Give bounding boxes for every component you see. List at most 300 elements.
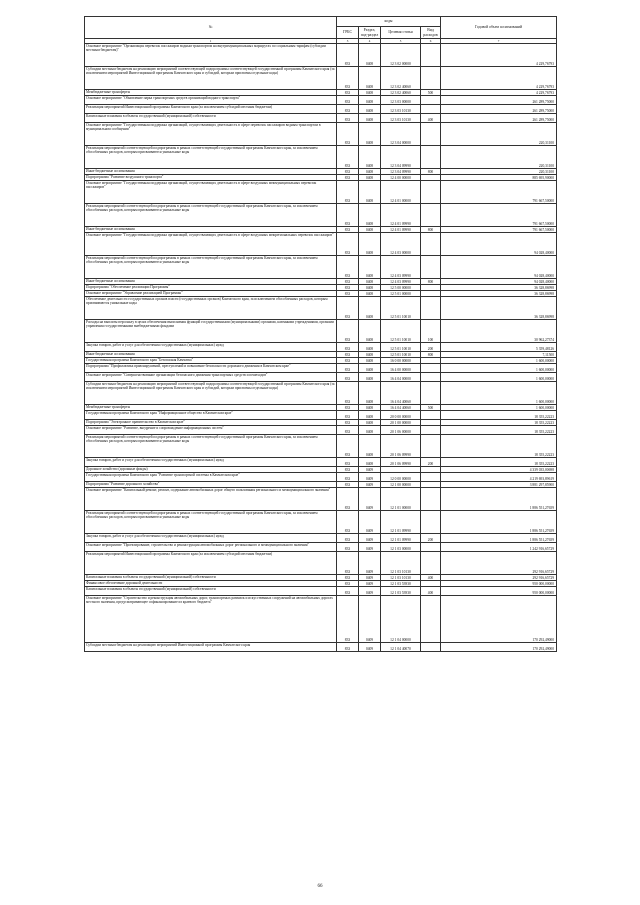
row-target-article: 12 3 03 10130 — [381, 114, 421, 123]
row-expense-type — [421, 382, 441, 405]
table-row — [85, 511, 557, 534]
row-expense-type — [421, 233, 441, 256]
row-razdel: 0408 — [359, 435, 381, 458]
row-amount: 94 028,40000 — [441, 256, 557, 279]
table-row — [85, 67, 557, 90]
row-target-article: 12 3 02 00000 — [381, 44, 421, 67]
row-description: Субсидии местным бюджетам на реализацию мероприятий соответствующей подпрограммы соответствующей государственной программы Камчатского края (за исключением мероприятий Инвестиционной программы Камчатского края и субсидий, которым присвоены отдельные коды) — [85, 67, 337, 90]
row-razdel: 0408 — [359, 123, 381, 146]
row-target-article: 20 1 06 00000 — [381, 426, 421, 435]
row-expense-type — [421, 426, 441, 435]
row-amount: 791 667,50000 — [441, 204, 557, 227]
row-razdel: 0409 — [359, 587, 381, 596]
row-grbs: 833 — [337, 543, 359, 552]
row-expense-type: 800 — [421, 227, 441, 233]
row-target-article: 12 5 01 10010 — [381, 297, 421, 320]
row-amount: 292 916,65729 — [441, 552, 557, 575]
row-expense-type — [421, 364, 441, 373]
row-razdel: 0408 — [359, 204, 381, 227]
row-razdel: 0408 — [359, 405, 381, 411]
row-description: Основное мероприятие "Проектирование, строительство и реконструкция автомобильных дорог регионального и межмуниципального значения" — [85, 543, 337, 552]
row-expense-type — [421, 204, 441, 227]
row-target-article: 12 1 04 40070 — [381, 643, 421, 652]
header-grbs: ГРБС — [337, 27, 359, 39]
row-razdel: 0409 — [359, 543, 381, 552]
row-razdel: 0409 — [359, 473, 381, 482]
row-grbs: 833 — [337, 67, 359, 90]
row-amount: 94 028,40000 — [441, 233, 557, 256]
row-description: Основное мероприятие "Капитальный ремонт, ремонт, содержание автомобильных дорог общего пользования регионального и межмуниципального значения" — [85, 488, 337, 511]
row-expense-type — [421, 256, 441, 279]
row-description: Закупка товаров, работ и услуг для обеспечения государственных (муниципальных) нужд — [85, 534, 337, 543]
row-description: Подпрограмма "Профилактика правонарушений, преступлений и повышение безопасности дорожного движения в Камчатском крае" — [85, 364, 337, 373]
row-grbs: 833 — [337, 169, 359, 175]
row-grbs: 833 — [337, 373, 359, 382]
table-row — [85, 426, 557, 435]
row-target-article: 12 5 00 00000 — [381, 285, 421, 291]
row-description: Реализация мероприятий соответствующей подпрограммы в рамках соответствующей государственной программы Камчатского края, за исключением обособленных расходов, которым присваиваются уникальные коды — [85, 204, 337, 227]
row-amount: 4 339 035,00698 — [441, 467, 557, 473]
row-target-article: 12 4 03 00000 — [381, 233, 421, 256]
table-row — [85, 643, 557, 652]
row-description: Капитальные вложения в объекты государственной (муниципальной) собственности — [85, 114, 337, 123]
row-target-article: 12 5 01 10010 — [381, 320, 421, 343]
row-amount: 4 229,76793 — [441, 90, 557, 96]
row-expense-type: 500 — [421, 405, 441, 411]
row-amount: 885 695,90000 — [441, 175, 557, 181]
row-razdel: 0408 — [359, 285, 381, 291]
index-cell: 4 — [359, 39, 381, 44]
row-amount: 220,31100 — [441, 146, 557, 169]
row-expense-type: 400 — [421, 587, 441, 596]
table-row — [85, 458, 557, 467]
row-target-article: 16 4 04 40060 — [381, 382, 421, 405]
row-amount: 791 667,50000 — [441, 181, 557, 204]
table-row — [85, 297, 557, 320]
row-grbs: 833 — [337, 96, 359, 105]
row-grbs: 833 — [337, 233, 359, 256]
row-description: Реализация мероприятий соответствующей подпрограммы в рамках соответствующей государственной программы Камчатского края, за исключением обособленных расходов, которым присваиваются уникальные коды — [85, 511, 337, 534]
row-razdel: 0408 — [359, 279, 381, 285]
row-razdel: 0408 — [359, 373, 381, 382]
row-description: Обеспечение деятельности государственных органов власти (государственных органов) Камчатского края, за исключением обособленных расходов, которым присваиваются уникальные коды — [85, 297, 337, 320]
row-razdel: 0408 — [359, 105, 381, 114]
row-expense-type: 500 — [421, 90, 441, 96]
row-description: Государственная программа Камчатского края "Информационное общество в Камчатском крае" — [85, 411, 337, 420]
row-grbs: 833 — [337, 405, 359, 411]
row-description: Межбюджетные трансферты — [85, 90, 337, 96]
row-amount: 1 886 551,27659 — [441, 511, 557, 534]
row-razdel: 0408 — [359, 358, 381, 364]
row-razdel: 0408 — [359, 256, 381, 279]
row-grbs: 833 — [337, 473, 359, 482]
row-expense-type — [421, 44, 441, 67]
table-row — [85, 123, 557, 146]
row-expense-type — [421, 105, 441, 114]
table-row — [85, 181, 557, 204]
row-grbs: 833 — [337, 114, 359, 123]
row-target-article: 12 3 03 00000 — [381, 96, 421, 105]
row-expense-type — [421, 96, 441, 105]
row-amount: 791 667,50000 — [441, 227, 557, 233]
row-grbs: 833 — [337, 552, 359, 575]
row-razdel: 0408 — [359, 67, 381, 90]
row-expense-type: 200 — [421, 534, 441, 543]
row-razdel: 0408 — [359, 175, 381, 181]
row-razdel: 0409 — [359, 581, 381, 587]
row-amount: 94 028,40000 — [441, 279, 557, 285]
row-razdel: 0408 — [359, 352, 381, 358]
row-amount: 1 600,00000 — [441, 364, 557, 373]
row-amount: 18 355,22223 — [441, 426, 557, 435]
row-razdel: 0408 — [359, 169, 381, 175]
row-razdel: 0408 — [359, 364, 381, 373]
row-target-article: 12 0 00 00000 — [381, 473, 421, 482]
row-amount: 18 355,22223 — [441, 435, 557, 458]
row-amount: 3 881 297,85900 — [441, 482, 557, 488]
row-expense-type: 800 — [421, 279, 441, 285]
page-number: 66 — [317, 884, 323, 889]
budget-table-sheet — [84, 16, 556, 652]
row-grbs: 833 — [337, 44, 359, 67]
header-cs: Целевая статья — [381, 27, 421, 39]
table-row — [85, 256, 557, 279]
row-razdel: 0408 — [359, 426, 381, 435]
row-grbs: 833 — [337, 587, 359, 596]
row-amount: 18 355,22223 — [441, 420, 557, 426]
row-amount: 4 229,76793 — [441, 44, 557, 67]
row-description: Дорожное хозяйство (дорожные фонды) — [85, 467, 337, 473]
row-expense-type — [421, 67, 441, 90]
header-razdel: Раздел, под-раздел — [359, 27, 381, 39]
row-amount: 1 600,00000 — [441, 405, 557, 411]
row-expense-type — [421, 643, 441, 652]
table-row — [85, 543, 557, 552]
row-grbs: 833 — [337, 596, 359, 643]
table-row — [85, 411, 557, 420]
row-target-article: 12 3 04 09990 — [381, 146, 421, 169]
row-target-article: 12 4 03 09990 — [381, 279, 421, 285]
row-grbs: 833 — [337, 426, 359, 435]
row-target-article: 12 1 03 10130 — [381, 552, 421, 575]
row-razdel: 0408 — [359, 320, 381, 343]
table-row — [85, 473, 557, 482]
row-amount: 18 355,22223 — [441, 458, 557, 467]
row-grbs: 833 — [337, 482, 359, 488]
index-cell: 7 — [441, 39, 557, 44]
row-amount: 1 600,00000 — [441, 358, 557, 364]
row-target-article: 12 1 00 00000 — [381, 482, 421, 488]
row-grbs: 833 — [337, 105, 359, 114]
row-grbs: 833 — [337, 358, 359, 364]
header-codes: коды — [337, 17, 441, 27]
row-description: Реализация мероприятий Инвестиционной программы Камчатского края (за исключением субсидий местным бюджетам) — [85, 552, 337, 575]
row-expense-type — [421, 473, 441, 482]
row-grbs: 833 — [337, 534, 359, 543]
row-target-article: 12 1 03 00000 — [381, 543, 421, 552]
row-target-article: 12 1 03 53930 — [381, 587, 421, 596]
row-description: Реализация мероприятий соответствующей подпрограммы в рамках соответствующей государственной программы Камчатского края, за исключением обособленных расходов, которым присваиваются уникальные коды — [85, 256, 337, 279]
row-target-article: 12 5 01 00000 — [381, 291, 421, 297]
row-grbs: 833 — [337, 458, 359, 467]
row-description: Иные бюджетные ассигнования — [85, 227, 337, 233]
row-target-article: 12 3 04 09990 — [381, 169, 421, 175]
table-row — [85, 587, 557, 596]
row-amount: 220,31100 — [441, 123, 557, 146]
row-description: Подпрограмма "Развитие дорожного хозяйства" — [85, 482, 337, 488]
row-description: Реализация мероприятий Инвестиционной программы Камчатского края (за исключением субсидий местным бюджетам) — [85, 105, 337, 114]
row-expense-type — [421, 511, 441, 534]
row-razdel: 0408 — [359, 297, 381, 320]
row-description: Государственная программа Камчатского края "Безопасная Камчатка" — [85, 358, 337, 364]
row-target-article: 16 0 00 00000 — [381, 358, 421, 364]
row-description: Субсидии местным бюджетам на реализацию мероприятий соответствующей подпрограммы соответствующей государственной программы Камчатского края (за исключением мероприятий Инвестиционной программы Камчатского края и субсидий, которым присвоены отдельные коды) — [85, 382, 337, 405]
row-grbs: 833 — [337, 285, 359, 291]
row-amount: 4 229,76793 — [441, 67, 557, 90]
row-description: Государственная программа Камчатского края "Развитие транспортной системы в Камчатском крае" — [85, 473, 337, 482]
row-razdel: 0409 — [359, 511, 381, 534]
row-description: Основное мероприятие "Государственная поддержка организаций, осуществляющих деятельность в сфере воздушных межмуниципальных перевозок пассажиров" — [85, 181, 337, 204]
row-amount: 1 600,00000 — [441, 373, 557, 382]
header-amount: Годовой объем ассигнований — [441, 17, 557, 39]
row-expense-type — [421, 543, 441, 552]
row-description: Реализация мероприятий соответствующей подпрограммы в рамках соответствующей государственной программы Камчатского края, за исключением обособленных расходов, которым присваиваются уникальные коды — [85, 146, 337, 169]
row-amount: 18 355,22223 — [441, 411, 557, 420]
row-razdel: 0409 — [359, 534, 381, 543]
row-description: Основное мероприятие "Обновление парка транспортных средств организаций водного транспорта" — [85, 96, 337, 105]
row-target-article: 12 1 04 00000 — [381, 596, 421, 643]
row-expense-type — [421, 596, 441, 643]
row-grbs: 833 — [337, 146, 359, 169]
row-amount: 36 328,86998 — [441, 291, 557, 297]
row-grbs: 833 — [337, 227, 359, 233]
row-description: Основное мероприятие "Государственная поддержка организаций, осуществляющих деятельность в сфере перевозок пассажиров водным транспортом в муниципальном сообщении" — [85, 123, 337, 146]
row-razdel: 0409 — [359, 552, 381, 575]
row-amount: 36 328,86998 — [441, 285, 557, 291]
row-amount: 1 600,00000 — [441, 382, 557, 405]
row-grbs: 833 — [337, 581, 359, 587]
index-cell: 1 — [85, 39, 337, 44]
row-target-article: 20 1 00 00000 — [381, 420, 421, 426]
row-razdel: 0409 — [359, 467, 381, 473]
row-razdel: 0408 — [359, 343, 381, 352]
row-amount: 220,31100 — [441, 169, 557, 175]
row-expense-type: 200 — [421, 343, 441, 352]
row-razdel: 0408 — [359, 411, 381, 420]
row-target-article: 12 1 03 10130 — [381, 575, 421, 581]
row-grbs: 833 — [337, 297, 359, 320]
row-amount: 36 328,86998 — [441, 297, 557, 320]
row-amount: 30 962,27374 — [441, 320, 557, 343]
row-grbs: 833 — [337, 279, 359, 285]
row-razdel: 0409 — [359, 575, 381, 581]
row-razdel: 0408 — [359, 44, 381, 67]
row-grbs: 833 — [337, 467, 359, 473]
row-target-article: 12 5 01 10010 — [381, 343, 421, 352]
row-amount: 170 292,49000 — [441, 596, 557, 643]
row-target-article: 16 4 04 00000 — [381, 373, 421, 382]
row-razdel: 0408 — [359, 90, 381, 96]
row-razdel: 0408 — [359, 382, 381, 405]
row-grbs: 833 — [337, 643, 359, 652]
row-target-article: 12 3 03 10130 — [381, 105, 421, 114]
row-description: Основное мероприятие "Развитие, внедрение и сопровождение информационных систем" — [85, 426, 337, 435]
row-razdel: 0408 — [359, 420, 381, 426]
header-vid: Вид расходов — [421, 27, 441, 39]
table-row — [85, 364, 557, 373]
row-grbs: 833 — [337, 320, 359, 343]
row-description: Реализация мероприятий соответствующей подпрограммы в рамках соответствующей государственной программы Камчатского края, за исключением обособленных расходов, которым присваиваются уникальные коды — [85, 435, 337, 458]
table-row — [85, 488, 557, 511]
index-cell: 6 — [421, 39, 441, 44]
row-expense-type — [421, 297, 441, 320]
row-amount: 950 000,00000 — [441, 587, 557, 596]
table-row — [85, 96, 557, 105]
row-amount: 292 916,65729 — [441, 575, 557, 581]
row-amount: 950 000,00000 — [441, 581, 557, 587]
row-razdel: 0409 — [359, 482, 381, 488]
row-amount: 261 289,75000 — [441, 105, 557, 114]
row-target-article: 20 1 06 09990 — [381, 458, 421, 467]
table-row — [85, 233, 557, 256]
budget-table — [84, 16, 557, 652]
row-description: Основное мероприятие "Организация перевозок пассажиров водным транспортом на внутримуниципальных маршрутах по социальным тарифам (субсидии местным бюджетам)" — [85, 44, 337, 67]
row-description: Расходы на выплаты персоналу в целях обеспечения выполнения функций государственными (муниципальными) органами, казенными учреждениями, органами управления государственными внебюджетными фондами — [85, 320, 337, 343]
row-amount: 261 289,75000 — [441, 114, 557, 123]
row-target-article: 12 4 01 09990 — [381, 204, 421, 227]
row-description: Основное мероприятие "Совершенствование организации безопасного движения транспортных средств и пешеходов" — [85, 373, 337, 382]
table-row — [85, 534, 557, 543]
row-razdel: 0408 — [359, 114, 381, 123]
row-expense-type — [421, 123, 441, 146]
row-target-article: 12 4 03 09990 — [381, 256, 421, 279]
row-target-article: 12 1 01 09990 — [381, 511, 421, 534]
row-razdel: 0408 — [359, 291, 381, 297]
row-description: Подпрограмма "Обеспечение реализации Программы" — [85, 285, 337, 291]
row-target-article: 16 4 00 00000 — [381, 364, 421, 373]
row-razdel: 0409 — [359, 596, 381, 643]
row-grbs: 833 — [337, 204, 359, 227]
row-target-article: 12 4 01 00000 — [381, 181, 421, 204]
row-grbs: 833 — [337, 435, 359, 458]
row-description: Подпрограмма "Электронное правительство в Камчатском крае" — [85, 420, 337, 426]
row-target-article: 12 4 00 00000 — [381, 175, 421, 181]
table-row — [85, 435, 557, 458]
row-expense-type — [421, 181, 441, 204]
row-target-article: 20 1 06 09990 — [381, 435, 421, 458]
row-grbs: 833 — [337, 90, 359, 96]
row-description: Закупка товаров, работ и услуг для обеспечения государственных (муниципальных) нужд — [85, 458, 337, 467]
row-amount: 4 219 693,89619 — [441, 473, 557, 482]
row-amount: 1 242 916,65729 — [441, 543, 557, 552]
row-amount: 1 886 551,27659 — [441, 534, 557, 543]
row-amount: 261 289,75000 — [441, 96, 557, 105]
row-razdel: 0409 — [359, 488, 381, 511]
row-razdel: 0408 — [359, 96, 381, 105]
table-row — [85, 320, 557, 343]
row-description: Иные бюджетные ассигнования — [85, 279, 337, 285]
row-expense-type: 400 — [421, 575, 441, 581]
row-description: Капитальные вложения в объекты государственной (муниципальной) собственности — [85, 575, 337, 581]
table-row — [85, 343, 557, 352]
row-expense-type: 800 — [421, 352, 441, 358]
row-razdel: 0409 — [359, 643, 381, 652]
row-target-article: 12 1 01 09990 — [381, 534, 421, 543]
row-grbs: 833 — [337, 291, 359, 297]
row-grbs: 833 — [337, 420, 359, 426]
row-description: Иные бюджетные ассигнования — [85, 169, 337, 175]
row-description: Капитальные вложения в объекты государственной (муниципальной) собственности — [85, 587, 337, 596]
row-target-article: 12 1 01 00000 — [381, 488, 421, 511]
row-grbs: 833 — [337, 123, 359, 146]
row-expense-type — [421, 552, 441, 575]
row-grbs: 833 — [337, 575, 359, 581]
row-razdel: 0408 — [359, 181, 381, 204]
row-grbs: 833 — [337, 488, 359, 511]
row-description: Закупка товаров, работ и услуг для обеспечения государственных (муниципальных) нужд — [85, 343, 337, 352]
table-row — [85, 552, 557, 575]
row-target-article: 12 3 02 40060 — [381, 67, 421, 90]
row-expense-type: 200 — [421, 458, 441, 467]
row-expense-type — [421, 146, 441, 169]
row-description: Иные бюджетные ассигнования — [85, 352, 337, 358]
row-grbs: 833 — [337, 181, 359, 204]
row-grbs: 833 — [337, 352, 359, 358]
row-description: Основное мероприятие "Строительство и реконструкция автомобильных дорог, транспортных развязок и искусственных сооружений на автомобильных дорогах местного значения, предусматривающее софинансирование из краевого бюджета" — [85, 596, 337, 643]
row-grbs: 833 — [337, 175, 359, 181]
row-grbs: 833 — [337, 511, 359, 534]
row-target-article: 12 1 03 53930 — [381, 581, 421, 587]
row-description: Подпрограмма "Развитие воздушного транспорта" — [85, 175, 337, 181]
row-description: Финансовое обеспечение дорожной деятельности — [85, 581, 337, 587]
row-description: Основное мероприятие "Управление реализацией Программы" — [85, 291, 337, 297]
row-expense-type: 800 — [421, 169, 441, 175]
table-row — [85, 373, 557, 382]
row-expense-type: 100 — [421, 320, 441, 343]
row-amount: 170 292,49000 — [441, 643, 557, 652]
header-no: № — [85, 17, 337, 39]
row-target-article: 16 4 04 40060 — [381, 405, 421, 411]
row-expense-type — [421, 411, 441, 420]
row-amount: 5 359,48126 — [441, 343, 557, 352]
index-cell: 3 — [337, 39, 359, 44]
row-grbs: 833 — [337, 364, 359, 373]
table-row — [85, 204, 557, 227]
row-razdel: 0408 — [359, 227, 381, 233]
row-amount: 7,11500 — [441, 352, 557, 358]
row-grbs: 833 — [337, 343, 359, 352]
row-description: Субсидии местным бюджетам на реализацию мероприятий Инвестиционной программы Камчатского края — [85, 643, 337, 652]
row-grbs: 833 — [337, 256, 359, 279]
row-target-article: 12 3 02 40060 — [381, 90, 421, 96]
table-row — [85, 382, 557, 405]
row-grbs: 833 — [337, 382, 359, 405]
row-expense-type — [421, 373, 441, 382]
row-target-article: 12 5 01 10010 — [381, 352, 421, 358]
row-razdel: 0408 — [359, 233, 381, 256]
table-row — [85, 44, 557, 67]
table-row — [85, 146, 557, 169]
row-razdel: 0408 — [359, 146, 381, 169]
row-description: Межбюджетные трансферты — [85, 405, 337, 411]
table-row — [85, 114, 557, 123]
row-target-article: 12 4 01 09990 — [381, 227, 421, 233]
row-expense-type — [421, 488, 441, 511]
table-row — [85, 596, 557, 643]
index-cell: 5 — [381, 39, 421, 44]
row-target-article: 12 3 04 00000 — [381, 123, 421, 146]
row-grbs: 833 — [337, 411, 359, 420]
